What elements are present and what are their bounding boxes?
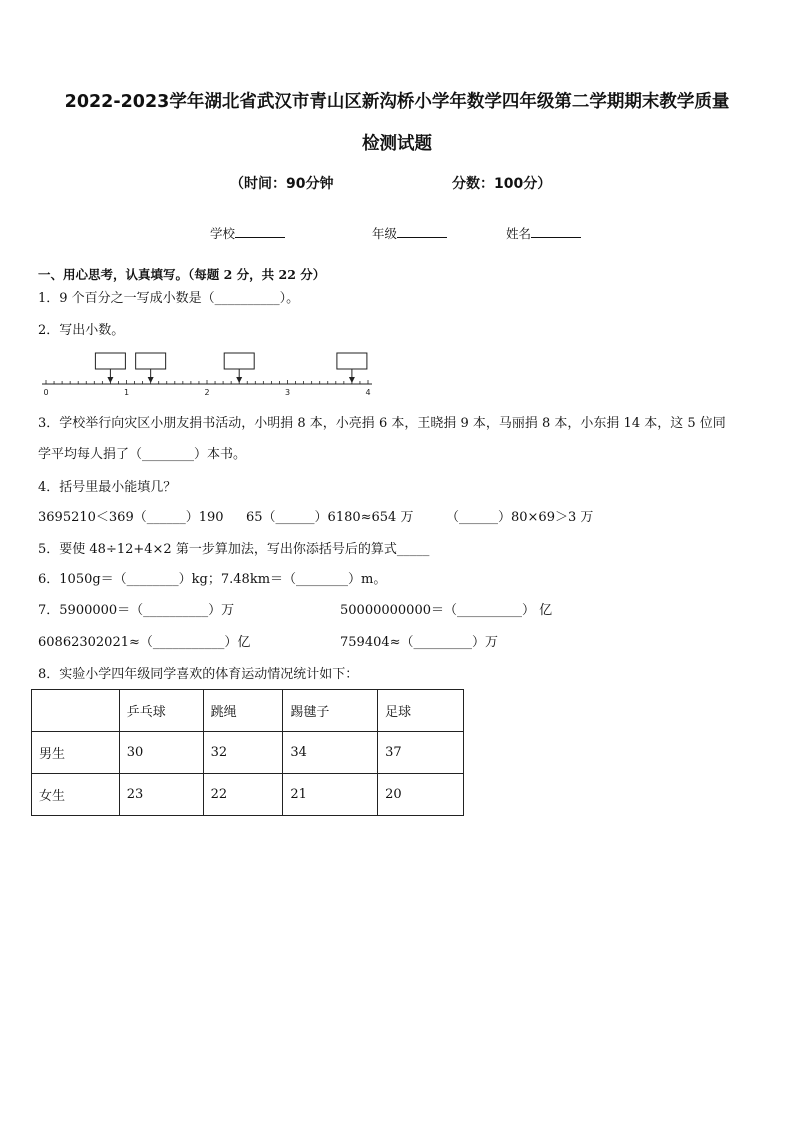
question-6: 6．1050g＝（________）kg；7.48km＝（________）m。 [38,572,387,587]
grade-field[interactable] [372,224,447,242]
question-3-line-1: 3．学校举行向灾区小朋友捐书活动，小明捐 8 本，小亮捐 6 本，王晓捐 9 本，马丽捐 8 本，小东捐 14 本，这 5 位同 [38,416,726,431]
table-cell: 女生 [32,774,120,816]
number-line-svg [40,350,380,396]
tick-label: 4 [365,388,371,397]
question-4-c: （______）80×69＞3 万 [446,510,594,525]
table-cell: 男生 [32,732,120,774]
pointer-arrow-head [236,377,242,383]
table-row [32,732,464,774]
table-header-cell: 踢毽子 [283,690,378,732]
exam-time: （时间：90分钟 [230,176,334,192]
question-3-line-2: 学平均每人捐了（________）本书。 [38,447,247,462]
pointer-arrow-head [349,377,355,383]
table-cell: 34 [283,732,378,774]
answer-box [224,353,254,369]
exam-score: 分数：100分） [452,176,552,192]
table-cell: 37 [378,732,464,774]
sports-table [31,689,464,816]
number-line-figure [40,352,380,400]
table-header-cell: 足球 [378,690,464,732]
question-7-c: 60862302021≈（___________）亿 [38,635,251,650]
pointer-arrow-head [107,377,113,383]
table-header-cell: 跳绳 [203,690,283,732]
question-4: 4．括号里最小能填几？ [38,480,177,495]
title-line-2: 检测试题 [362,134,432,154]
question-2: 2．写出小数。 [38,323,125,338]
question-7-a: 7．5900000＝（__________）万 [38,603,235,618]
school-label: 学校 [210,226,236,241]
question-4-a: 3695210＜369（______）190 [38,510,224,525]
tick-label: 2 [204,388,210,397]
section-1-heading: 一、用心思考，认真填写。（每题 2 分，共 22 分） [38,267,326,282]
answer-box [136,353,166,369]
answer-box [337,353,367,369]
tick-label: 3 [284,388,291,397]
table-cell: 23 [119,774,203,816]
school-field[interactable] [210,224,285,242]
table-cell: 22 [203,774,283,816]
name-field[interactable] [506,224,581,242]
pointer-arrow-head [148,377,154,383]
question-5: 5．要使 48÷12+4×2 第一步算加法，写出你添括号后的算式_____ [38,542,430,557]
table-cell: 32 [203,732,283,774]
table-cell: 20 [378,774,464,816]
table-row [32,774,464,816]
tick-label: 1 [123,388,130,397]
table-header-cell: 乒乓球 [119,690,203,732]
table-cell: 30 [119,732,203,774]
title-line-1: 2022-2023学年湖北省武汉市青山区新沟桥小学年数学四年级第二学期期末教学质量 [64,92,730,112]
table-header-cell [32,690,120,732]
tick-label: 0 [43,388,49,397]
grade-label: 年级 [372,226,398,241]
grade-blank[interactable] [397,225,447,238]
question-7-b: 50000000000＝（__________） 亿 [340,603,553,618]
table-cell: 21 [283,774,378,816]
table-header-row [32,690,464,732]
question-7-d: 759404≈（_________）万 [340,635,499,650]
name-label: 姓名 [506,226,532,241]
question-1: 1．9 个百分之一写成小数是（__________）。 [38,291,300,306]
question-8: 8．实验小学四年级同学喜欢的体育运动情况统计如下： [38,667,359,682]
name-blank[interactable] [531,225,581,238]
answer-box [95,353,125,369]
question-4-b: 65（______）6180≈654 万 [246,510,414,525]
school-blank[interactable] [235,225,285,238]
